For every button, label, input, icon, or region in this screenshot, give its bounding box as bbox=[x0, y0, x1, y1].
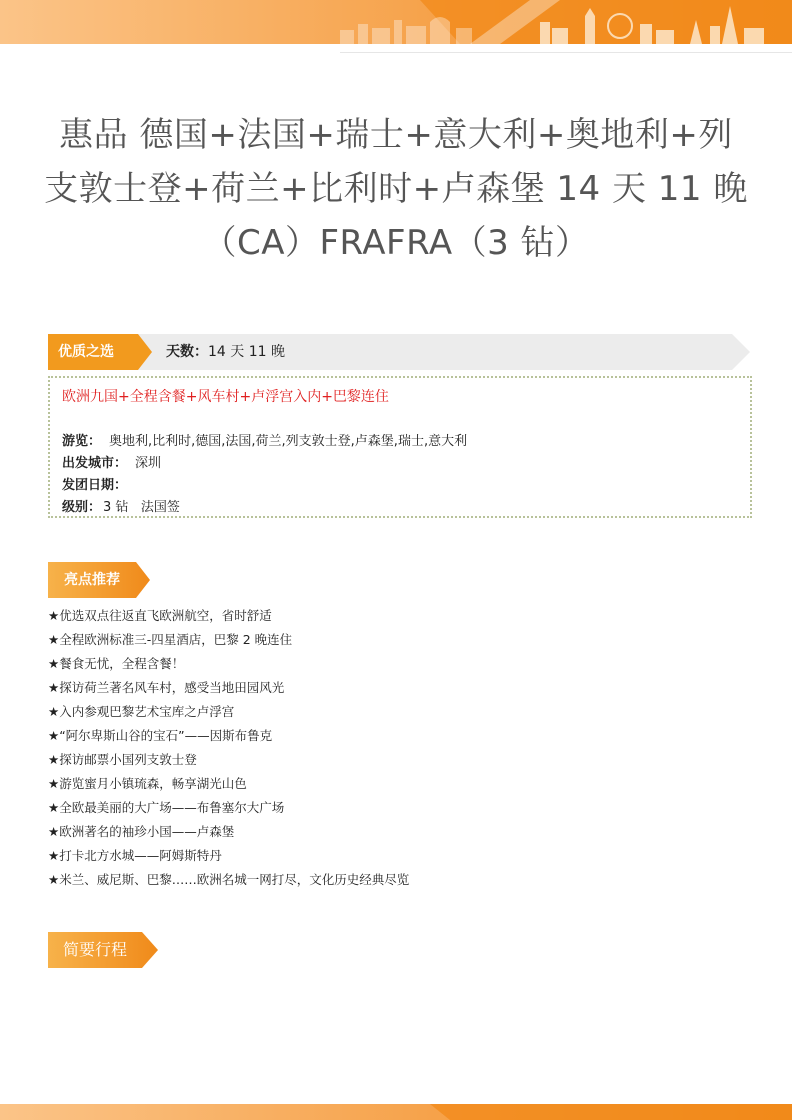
level-row bbox=[62, 496, 180, 515]
highlights-tag-label: 亮点推荐 bbox=[64, 572, 120, 588]
quality-bar bbox=[48, 334, 750, 370]
highlights-list bbox=[48, 604, 748, 892]
list-item: ★全程欧洲标准三-四星酒店，巴黎 2 晚连住 bbox=[48, 632, 293, 647]
list-item: ★打卡北方水城——阿姆斯特丹 bbox=[48, 848, 222, 863]
level-label: 级别： bbox=[62, 500, 102, 515]
tour-row bbox=[62, 430, 467, 449]
itinerary-tag-label: 简要行程 bbox=[62, 940, 127, 959]
list-item: ★米兰、威尼斯、巴黎……欧洲名城一网打尽，文化历史经典尽览 bbox=[48, 872, 410, 887]
quality-tag: 优质之选 bbox=[58, 344, 114, 360]
list-item: ★入内参观巴黎艺术宝库之卢浮宫 bbox=[48, 704, 235, 719]
list-item: ★探访邮票小国列支敦士登 bbox=[48, 752, 197, 767]
page-title bbox=[40, 108, 752, 270]
header-divider bbox=[340, 52, 792, 53]
departure-city-row bbox=[62, 452, 161, 471]
list-item: ★优选双点往返直飞欧洲航空，省时舒适 bbox=[48, 608, 272, 623]
departure-date-label: 发团日期： bbox=[62, 478, 128, 493]
departure-city-value: 深圳 bbox=[135, 456, 162, 471]
info-box bbox=[48, 376, 752, 518]
top-banner bbox=[0, 0, 792, 44]
days-label: 天数： bbox=[166, 344, 208, 360]
days-info bbox=[166, 334, 285, 370]
level-value: 3 钻 法国签 bbox=[103, 500, 180, 515]
departure-city-label: 出发城市： bbox=[62, 456, 128, 471]
list-item: ★游览蜜月小镇琉森，畅享湖光山色 bbox=[48, 776, 247, 791]
list-item: ★探访荷兰著名风车村，感受当地田园风光 bbox=[48, 680, 285, 695]
list-item: ★餐食无忧，全程含餐！ bbox=[48, 656, 185, 671]
tour-value: 奥地利,比利时,德国,法国,荷兰,列支敦士登,卢森堡,瑞士,意大利 bbox=[109, 434, 468, 449]
days-value: 14 天 11 晚 bbox=[208, 344, 285, 360]
tour-headline: 欧洲九国+全程含餐+风车村+卢浮宫入内+巴黎连住 bbox=[62, 389, 389, 405]
bottom-banner bbox=[0, 1104, 792, 1120]
departure-date-row bbox=[62, 474, 135, 493]
title-line-1: 惠品 德国+法国+瑞士+意大利+奥地利+列 bbox=[59, 115, 733, 155]
list-item: ★欧洲著名的袖珍小国——卢森堡 bbox=[48, 824, 235, 839]
title-line-2: 支敦士登+荷兰+比利时+卢森堡 14 天 11 晚 bbox=[44, 169, 748, 209]
list-item: ★全欧最美丽的大广场——布鲁塞尔大广场 bbox=[48, 800, 285, 815]
tour-label: 游览： bbox=[62, 434, 102, 449]
list-item: ★“阿尔卑斯山谷的宝石”——因斯布鲁克 bbox=[48, 728, 273, 743]
title-line-3: （CA）FRAFRA（3 钻） bbox=[202, 223, 590, 263]
